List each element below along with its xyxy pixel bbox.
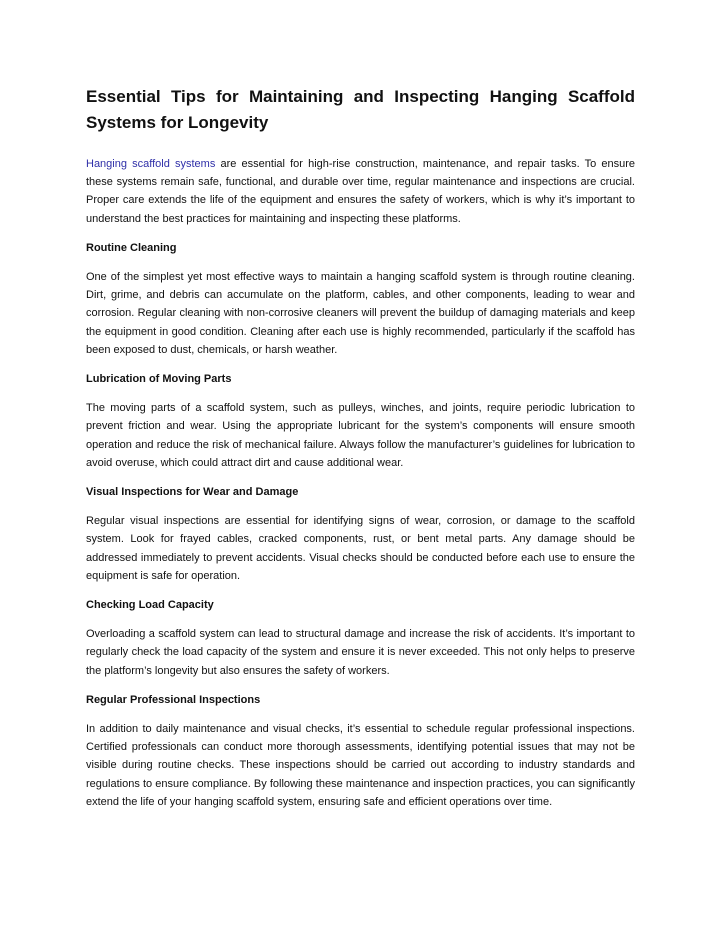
section-heading-visual-inspections: Visual Inspections for Wear and Damage <box>86 486 299 499</box>
document-page <box>86 84 635 822</box>
hanging-scaffold-systems-link[interactable]: Hanging scaffold systems <box>86 158 216 170</box>
section-body-lubrication: The moving parts of a scaffold system, such as pulleys, winches, and joints, require periodic lubrication to prevent friction and wear. Using the appropriate lubricant for the system’s components will ensure smooth operation and reduce the risk of mechanical failure. Always follow the manufacturer’s guidelines for lubrication to avoid overuse, which could attract dirt and cause additional wear. <box>86 402 635 469</box>
document-title: Essential Tips for Maintaining and Inspecting Hanging Scaffold Systems for Longevity <box>86 87 635 132</box>
section-heading-routine-cleaning: Routine Cleaning <box>86 241 177 254</box>
intro-paragraph <box>86 155 635 228</box>
section-heading-professional-inspections: Regular Professional Inspections <box>86 693 261 706</box>
section-body-routine-cleaning: One of the simplest yet most effective ways to maintain a hanging scaffold system is through routine cleaning. Dirt, grime, and debris can accumulate on the platform, cables, and other components, leading to wear and corrosion. Regular cleaning with non-corrosive cleaners will prevent the buildup of damaging materials and keep the equipment in good condition. Cleaning after each use is highly recommended, particularly if the scaffold has been exposed to dust, chemicals, or harsh weather. <box>86 271 635 356</box>
section-heading-load-capacity: Checking Load Capacity <box>86 599 214 612</box>
section-body-visual-inspections: Regular visual inspections are essential for identifying signs of wear, corrosion, or damage to the scaffold system. Look for frayed cables, cracked components, rust, or bent metal parts. Any damage should be addressed immediately to prevent accidents. Visual checks should be conducted before each use to ensure the equipment is safe for operation. <box>86 515 635 582</box>
intro-text: are essential for high-rise construction, maintenance, and repair tasks. To ensure these systems remain safe, functional, and durable over time, regular maintenance and inspections are crucial. Proper care extends the life of the equipment and ensures the safety of workers, which is why it’s important to understand the best practices for maintaining and inspecting these platforms. <box>86 158 635 225</box>
section-body-professional-inspections: In addition to daily maintenance and visual checks, it’s essential to schedule regular professional inspections. Certified professionals can conduct more thorough assessments, identifying potential issues that may not be visible during routine checks. These inspections should be carried out according to industry standards and regulations to ensure compliance. By following these maintenance and inspection practices, you can significantly extend the life of your hanging scaffold system, ensuring safe and efficient operations over time. <box>86 723 635 808</box>
section-heading-lubrication: Lubrication of Moving Parts <box>86 373 232 386</box>
section-body-load-capacity: Overloading a scaffold system can lead to structural damage and increase the risk of accidents. It’s important to regularly check the load capacity of the system and ensure it is never exceeded. This not only helps to preserve the platform’s longevity but also ensures the safety of workers. <box>86 628 635 677</box>
